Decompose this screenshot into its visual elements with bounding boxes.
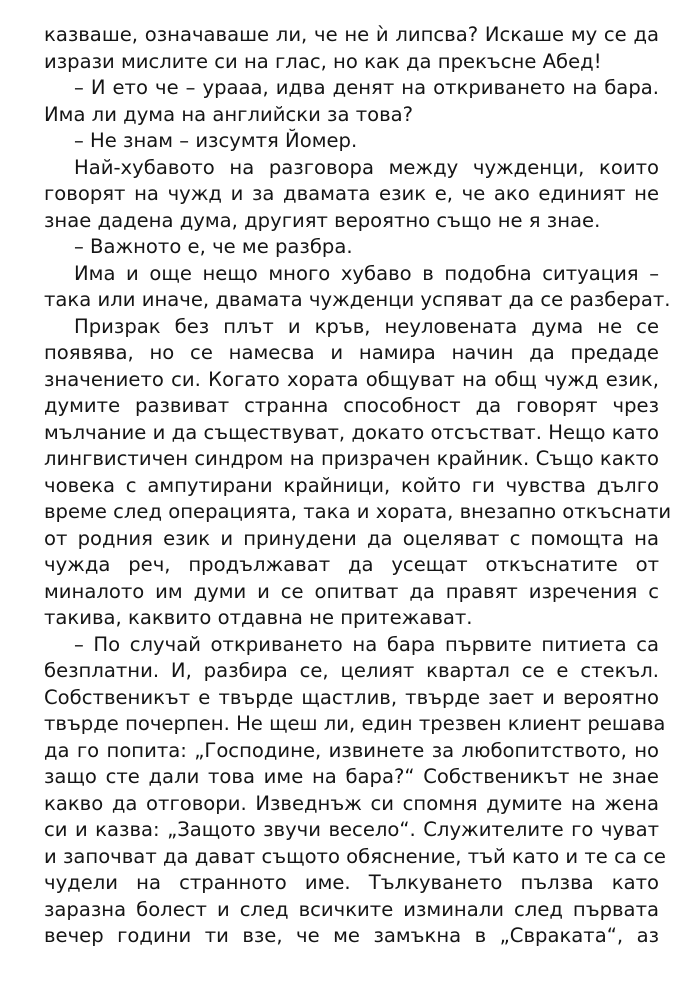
text-line: човека с ампутирани крайници, който ги чувства дълго [44, 473, 659, 497]
text-line: лингвистичен синдром на призрачен крайник. Също както [44, 447, 659, 470]
text-line: говорят на чужд и за двамата език е, че ако единият не [44, 182, 659, 205]
text-line: твърде почерпен. Не щеш ли, един трезвен клиент решава [44, 712, 666, 735]
text-line: Има ли дума на английски за това? [44, 102, 414, 126]
text-line: знае дадена дума, другият вероятно също не я знае. [44, 208, 601, 232]
text-line: заразна болест и след всичките изминали след първата [44, 897, 659, 921]
text-line: Собственикът е твърде щастлив, твърде зает и вероятно [44, 685, 659, 709]
text-line: чудели на странното име. Тълкуването пълзва като [44, 871, 659, 894]
text-line: безплатни. И, разбира се, целият квартал се е стекъл. [44, 659, 659, 682]
text-line: думите развиват странна способност да говорят чрез [44, 394, 659, 417]
text-line: вечер години ти взе, че ме замъкна в „Свраката“, аз [44, 924, 659, 947]
paragraph-first-line: Призрак без плът и кръв, неуловената дума не се [74, 314, 659, 338]
text-line: да го попита: „Господине, извинете за любопитството, но [44, 738, 659, 762]
text-line: си и казва: „Защото звучи весело“. Служителите го чуват [44, 818, 659, 841]
text-line: казваше, означаваше ли, че не ѝ липсва? Искаше му се да [44, 23, 659, 46]
paragraph-first-line: – И ето че – урааа, идва денят на откриването на бара. [74, 76, 659, 99]
paragraph-first-line: – Важното е, че ме разбра. [74, 235, 353, 258]
text-line: от родния език и принудени да оцеляват с помощта на [44, 526, 659, 550]
text-line: мълчание и да съществуват, докато отсъстват. Нещо като [44, 420, 659, 444]
paragraph-first-line: – По случай откриването на бара първите питиета са [74, 632, 659, 656]
text-line: значението си. Когато хората общуват на общ чужд език, [44, 367, 659, 391]
text-line: появява, но се намесва и намира начин да предаде [44, 341, 659, 364]
paragraph-first-line: Най-хубавото на разговора между чужденци, които [74, 155, 659, 179]
text-line: и започват да дават същото обяснение, тъй като и те са се [44, 844, 666, 868]
text-line: миналото им думи и се опитват да правят изречения с [44, 579, 659, 603]
text-line: време след операцията, така и хората, внезапно откъснати [44, 500, 672, 523]
text-line: чужда реч, продължават да усещат откъснатите от [44, 553, 659, 576]
paragraph-first-line: Има и още нещо много хубаво в подобна ситуация – [74, 261, 659, 285]
text-line: така или иначе, двамата чужденци успяват да се разберат. [44, 288, 671, 311]
text-line: какво да отговори. Изведнъж си спомня думите на жена [44, 791, 659, 815]
text-line: защо сте дали това име на бара?“ Собственикът не знае [44, 765, 659, 788]
paragraph-first-line: – Не знам – изсумтя Йомер. [74, 129, 358, 152]
text-line: такива, каквито отдавна не притежават. [44, 606, 473, 629]
text-line: изрази мислите си на глас, но как да прекъсне Абед! [44, 49, 602, 73]
